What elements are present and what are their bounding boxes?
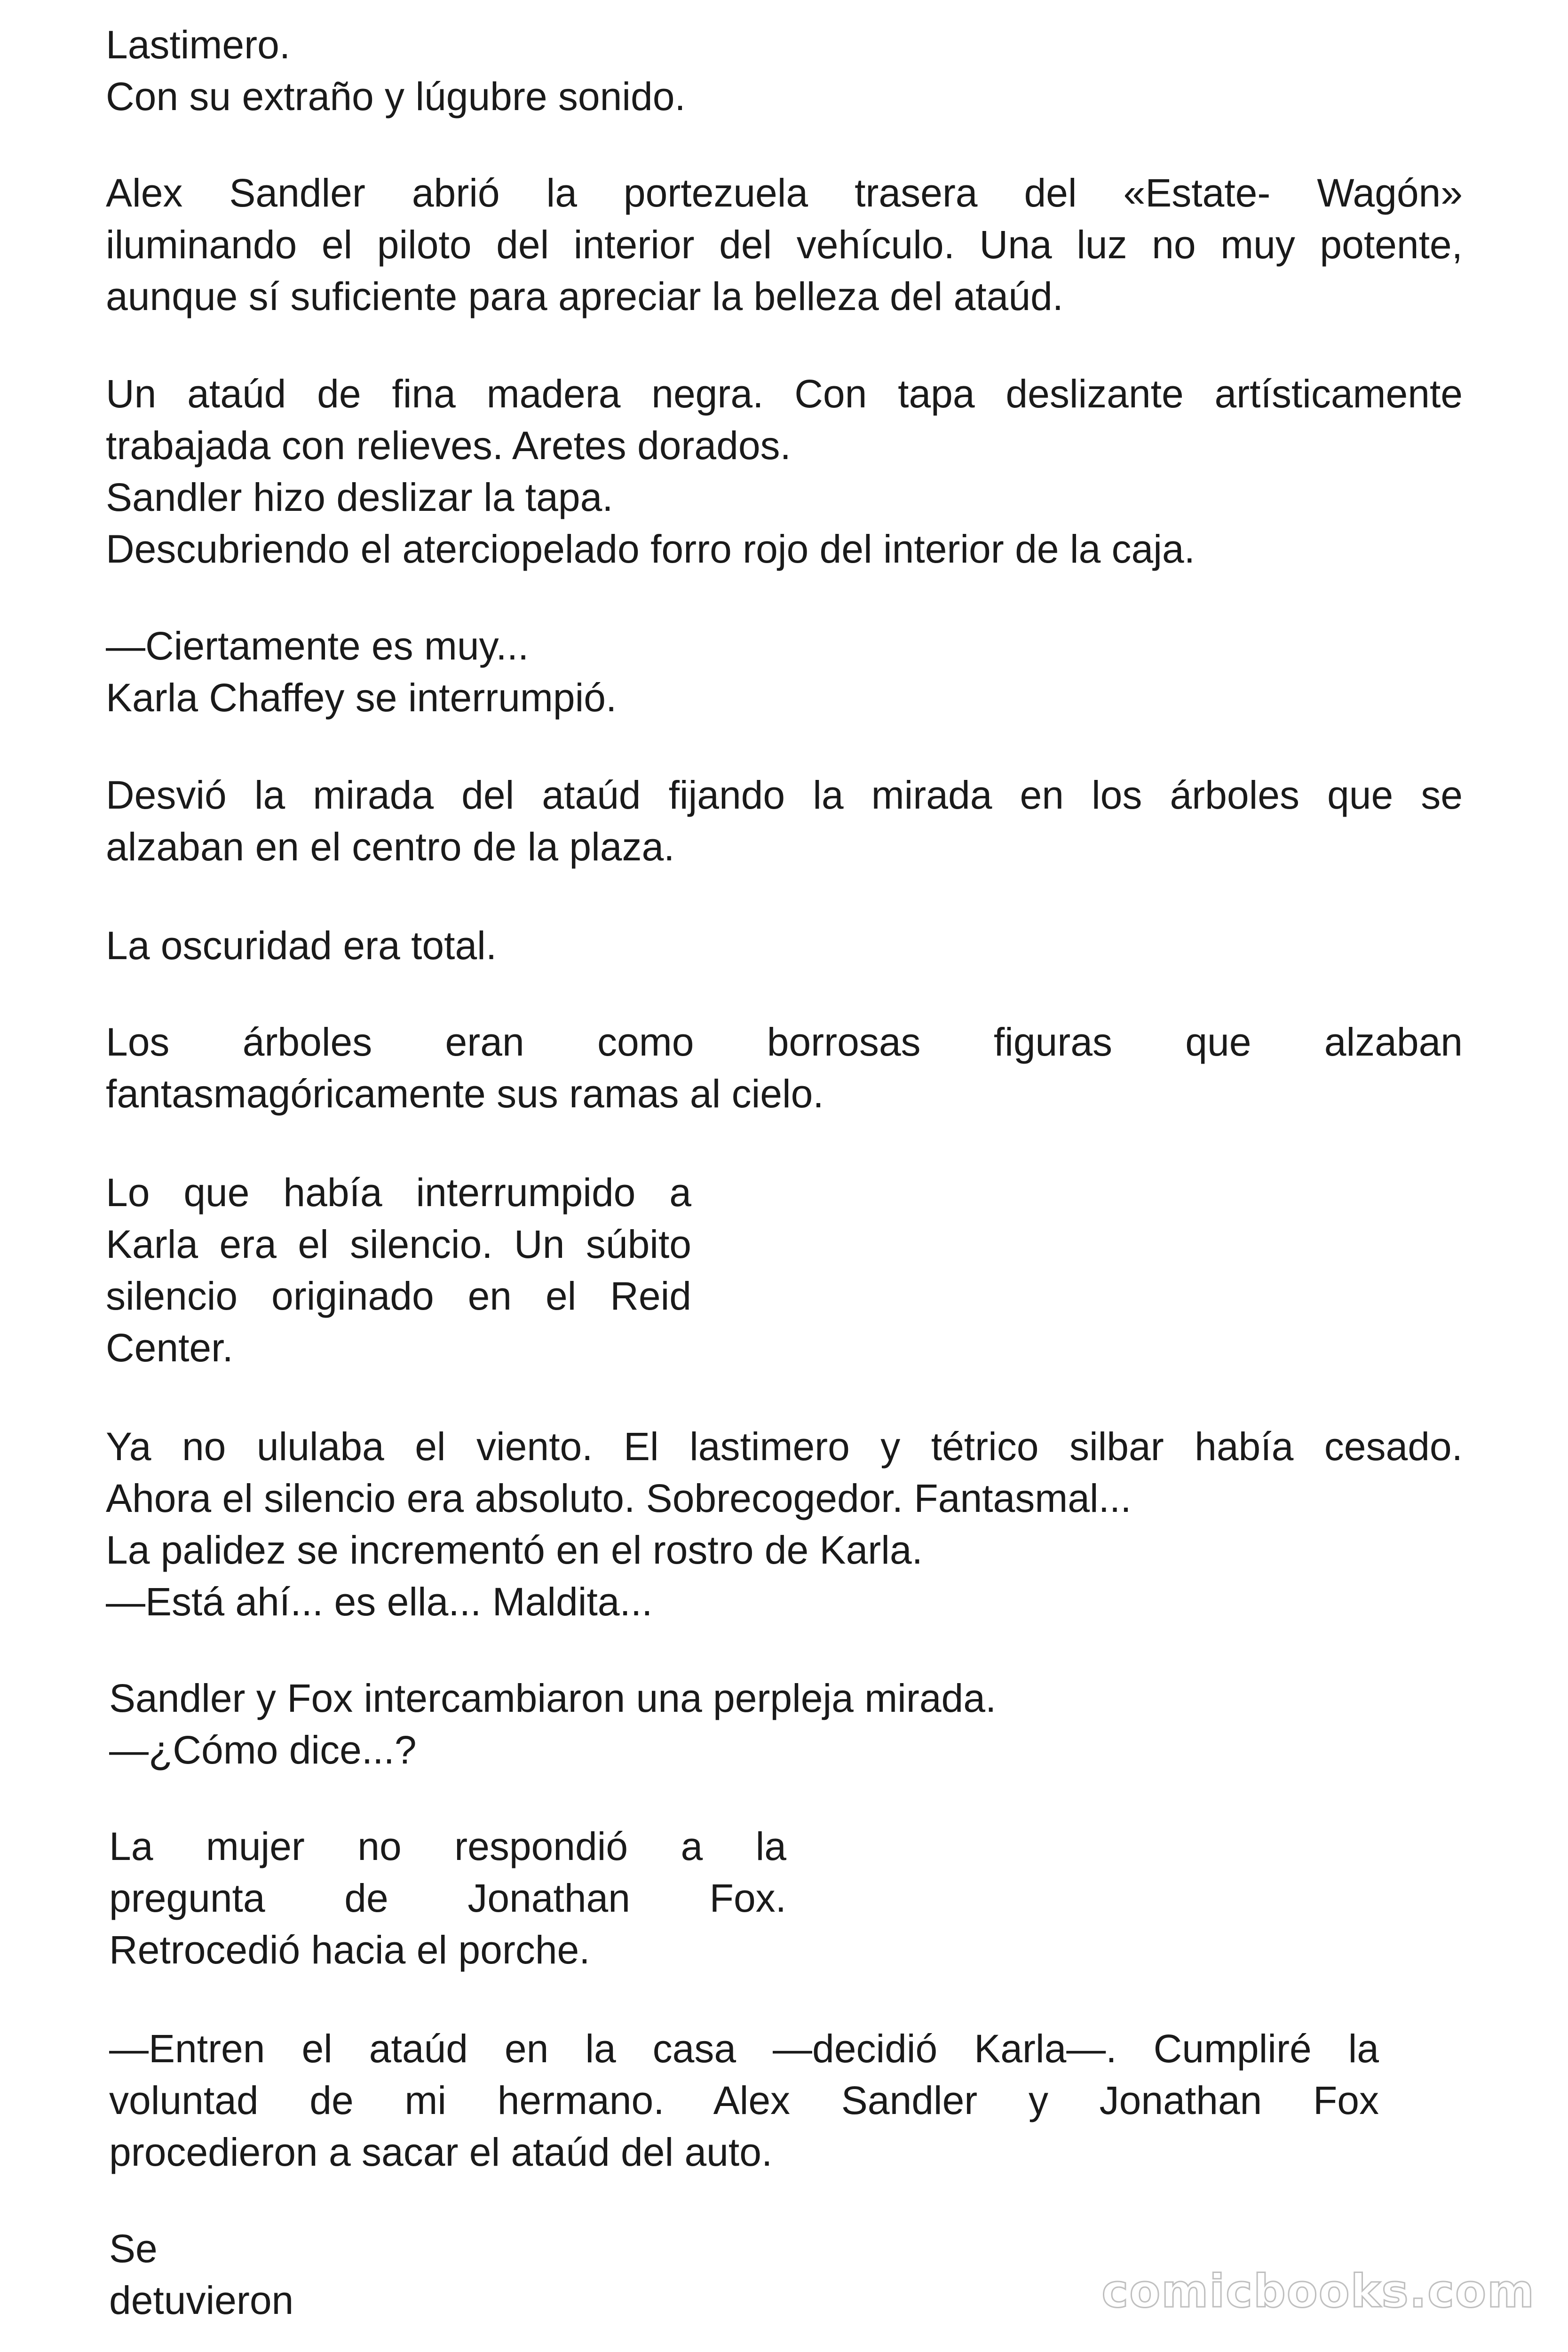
- text-line: Ahora el silencio era absoluto. Sobrecogedor. Fantasmal...: [106, 1476, 1132, 1520]
- text-line: Alex Sandler abrió la portezuela trasera del «Estate- Wagón»: [106, 171, 1463, 215]
- text-line: procedieron a sacar el ataúd del auto.: [109, 2130, 773, 2174]
- paragraph-9: [106, 1421, 1463, 1628]
- text-line: —Entren el ataúd en la casa —decidió Karla—. Cumpliré la: [109, 2026, 1379, 2071]
- text-line: Center.: [106, 1326, 233, 1370]
- text-line: Retrocedió hacia el porche.: [109, 1928, 590, 1972]
- text-line: La oscuridad era total.: [106, 923, 497, 968]
- paragraph-12: [109, 2023, 1379, 2178]
- paragraph-1: [106, 19, 1463, 122]
- text-line: Con su extraño y lúgubre sonido.: [106, 74, 686, 119]
- text-line: detuvieron: [109, 2278, 294, 2322]
- paragraph-6: [106, 920, 1463, 971]
- text-line: Lastimero.: [106, 23, 291, 67]
- text-line: Descubriendo el aterciopelado forro rojo del interior de la caja.: [106, 527, 1195, 571]
- text-line: Ya no ululaba el viento. El lastimero y tétrico silbar había cesado.: [106, 1424, 1463, 1469]
- paragraph-2: [106, 167, 1463, 322]
- paragraph-13: [109, 2223, 293, 2326]
- text-line: trabajada con relieves. Aretes dorados.: [106, 423, 791, 468]
- paragraph-11: [109, 1820, 786, 1976]
- text-line: fantasmagóricamente sus ramas al cielo.: [106, 1072, 824, 1116]
- text-line: —¿Cómo dice...?: [109, 1728, 417, 1772]
- text-line: voluntad de mi hermano. Alex Sandler y Jonathan Fox: [109, 2078, 1379, 2122]
- text-line: Un ataúd de fina madera negra. Con tapa deslizante artísticamente: [106, 372, 1463, 416]
- paragraph-5: [106, 769, 1463, 873]
- text-line: La mujer no respondió a la: [109, 1824, 786, 1868]
- text-line: —Ciertamente es muy...: [106, 624, 529, 668]
- text-line: Desvió la mirada del ataúd fijando la mirada en los árboles que se: [106, 773, 1463, 817]
- paragraph-7: [106, 1016, 1463, 1120]
- text-line: silencio originado en el Reid: [106, 1274, 691, 1318]
- paragraph-10: [109, 1672, 1466, 1776]
- text-line: pregunta de Jonathan Fox.: [109, 1876, 786, 1920]
- paragraph-8: [106, 1167, 691, 1374]
- paragraph-3: [106, 368, 1463, 575]
- text-line: iluminando el piloto del interior del vehículo. Una luz no muy potente,: [106, 222, 1463, 267]
- text-line: Los árboles eran como borrosas figuras que alzaban: [106, 1020, 1463, 1064]
- paragraph-4: [106, 620, 1463, 723]
- text-line: —Está ahí... es ella... Maldita...: [106, 1580, 653, 1624]
- text-line: Lo que había interrumpido a: [106, 1170, 691, 1215]
- watermark-logo: comicbooks.com: [1101, 2265, 1535, 2318]
- text-line: La palidez se incrementó en el rostro de Karla.: [106, 1528, 923, 1572]
- text-line: Karla Chaffey se interrumpió.: [106, 675, 617, 720]
- text-line: Sandler hizo deslizar la tapa.: [106, 475, 613, 519]
- text-line: Sandler y Fox intercambiaron una perpleja mirada.: [109, 1676, 997, 1720]
- text-line: Se: [109, 2226, 158, 2271]
- text-line: Karla era el silencio. Un súbito: [106, 1222, 691, 1266]
- text-line: aunque sí suficiente para apreciar la belleza del ataúd.: [106, 274, 1064, 318]
- text-line: alzaban en el centro de la plaza.: [106, 825, 675, 869]
